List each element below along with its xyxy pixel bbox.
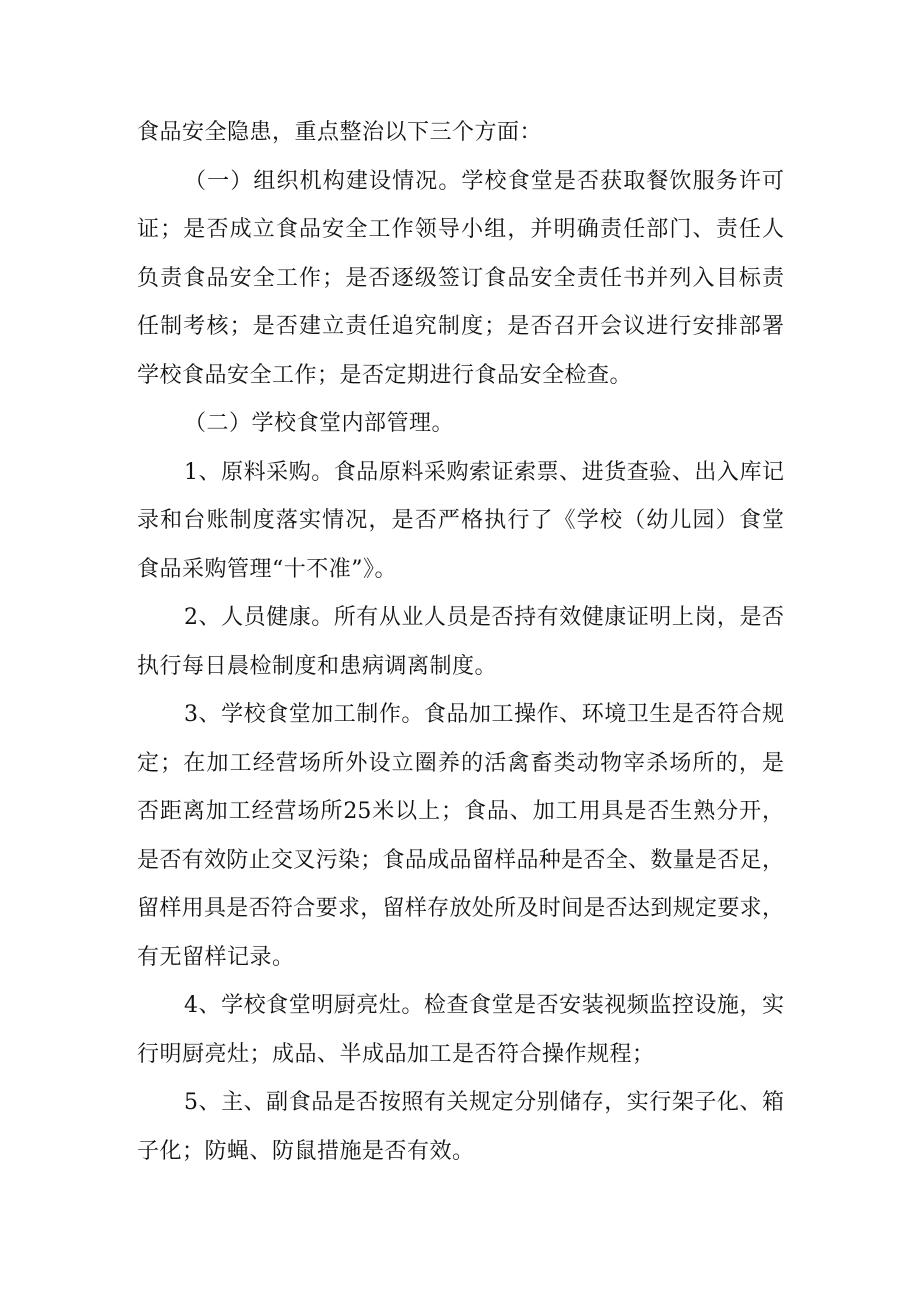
- text-line: 是否有效防止交叉污染；食品成品留样品种是否全、数量是否足，: [137, 847, 784, 873]
- list-item-line: 4、学校食堂明厨亮灶。检查食堂是否安装视频监控设施，实: [184, 993, 784, 1018]
- paragraph-item-5: [137, 1079, 784, 1176]
- text-line: 食品采购管理“十不准”》。: [137, 556, 397, 582]
- text-line: 任制考核；是否建立责任追究制度；是否召开会议进行安排部署: [137, 314, 784, 339]
- text-line: 食品安全隐患，重点整治以下三个方面：: [137, 120, 543, 145]
- text-line: 否距离加工经营场所25米以上；食品、加工用具是否生熟分开，: [137, 799, 784, 824]
- paragraph-item-1: [137, 449, 784, 595]
- text-line: 留样用具是否符合要求，留样存放处所及时间是否达到规定要求，: [137, 896, 784, 921]
- paragraph-section-2: [137, 400, 784, 449]
- text-line: 录和台账制度落实情况，是否严格执行了《学校（幼儿园）食堂: [137, 508, 784, 533]
- text-line: 定；在加工经营场所外设立圈养的活禽畜类动物宰杀场所的，是: [137, 750, 784, 776]
- text-line: 证；是否成立食品安全工作领导小组，并明确责任部门、责任人: [137, 217, 784, 242]
- text-line: 子化；防蝇、防鼠措施是否有效。: [137, 1138, 475, 1164]
- document-body: [137, 109, 784, 1176]
- paragraph-section-1: [137, 158, 784, 401]
- text-line: 行明厨亮灶；成品、半成品加工是否符合操作规程；: [137, 1041, 655, 1067]
- paragraph-item-4: [137, 982, 784, 1079]
- paragraph-item-2: [137, 594, 784, 691]
- list-item-line: 5、主、副食品是否按照有关规定分别储存，实行架子化、箱: [184, 1090, 784, 1115]
- section-heading-line: （二）学校食堂内部管理。: [184, 411, 455, 436]
- list-item-line: 3、学校食堂加工制作。食品加工操作、环境卫生是否符合规: [184, 702, 784, 727]
- paragraph-item-3: [137, 691, 784, 982]
- paragraph-intro: [137, 109, 784, 158]
- text-line: 负责食品安全工作；是否逐级签订食品安全责任书并列入目标责: [137, 265, 784, 291]
- section-heading-line: （一）组织机构建设情况。学校食堂是否获取餐饮服务许可: [184, 168, 784, 194]
- text-line: 有无留样记录。: [137, 944, 295, 970]
- text-line: 学校食品安全工作；是否定期进行食品安全检查。: [137, 362, 633, 388]
- list-item-line: 1、原料采购。食品原料采购索证索票、进货查验、出入库记: [184, 459, 784, 485]
- text-line: 执行每日晨检制度和患病调离制度。: [137, 653, 498, 679]
- list-item-line: 2、人员健康。所有从业人员是否持有效健康证明上岗，是否: [184, 605, 784, 630]
